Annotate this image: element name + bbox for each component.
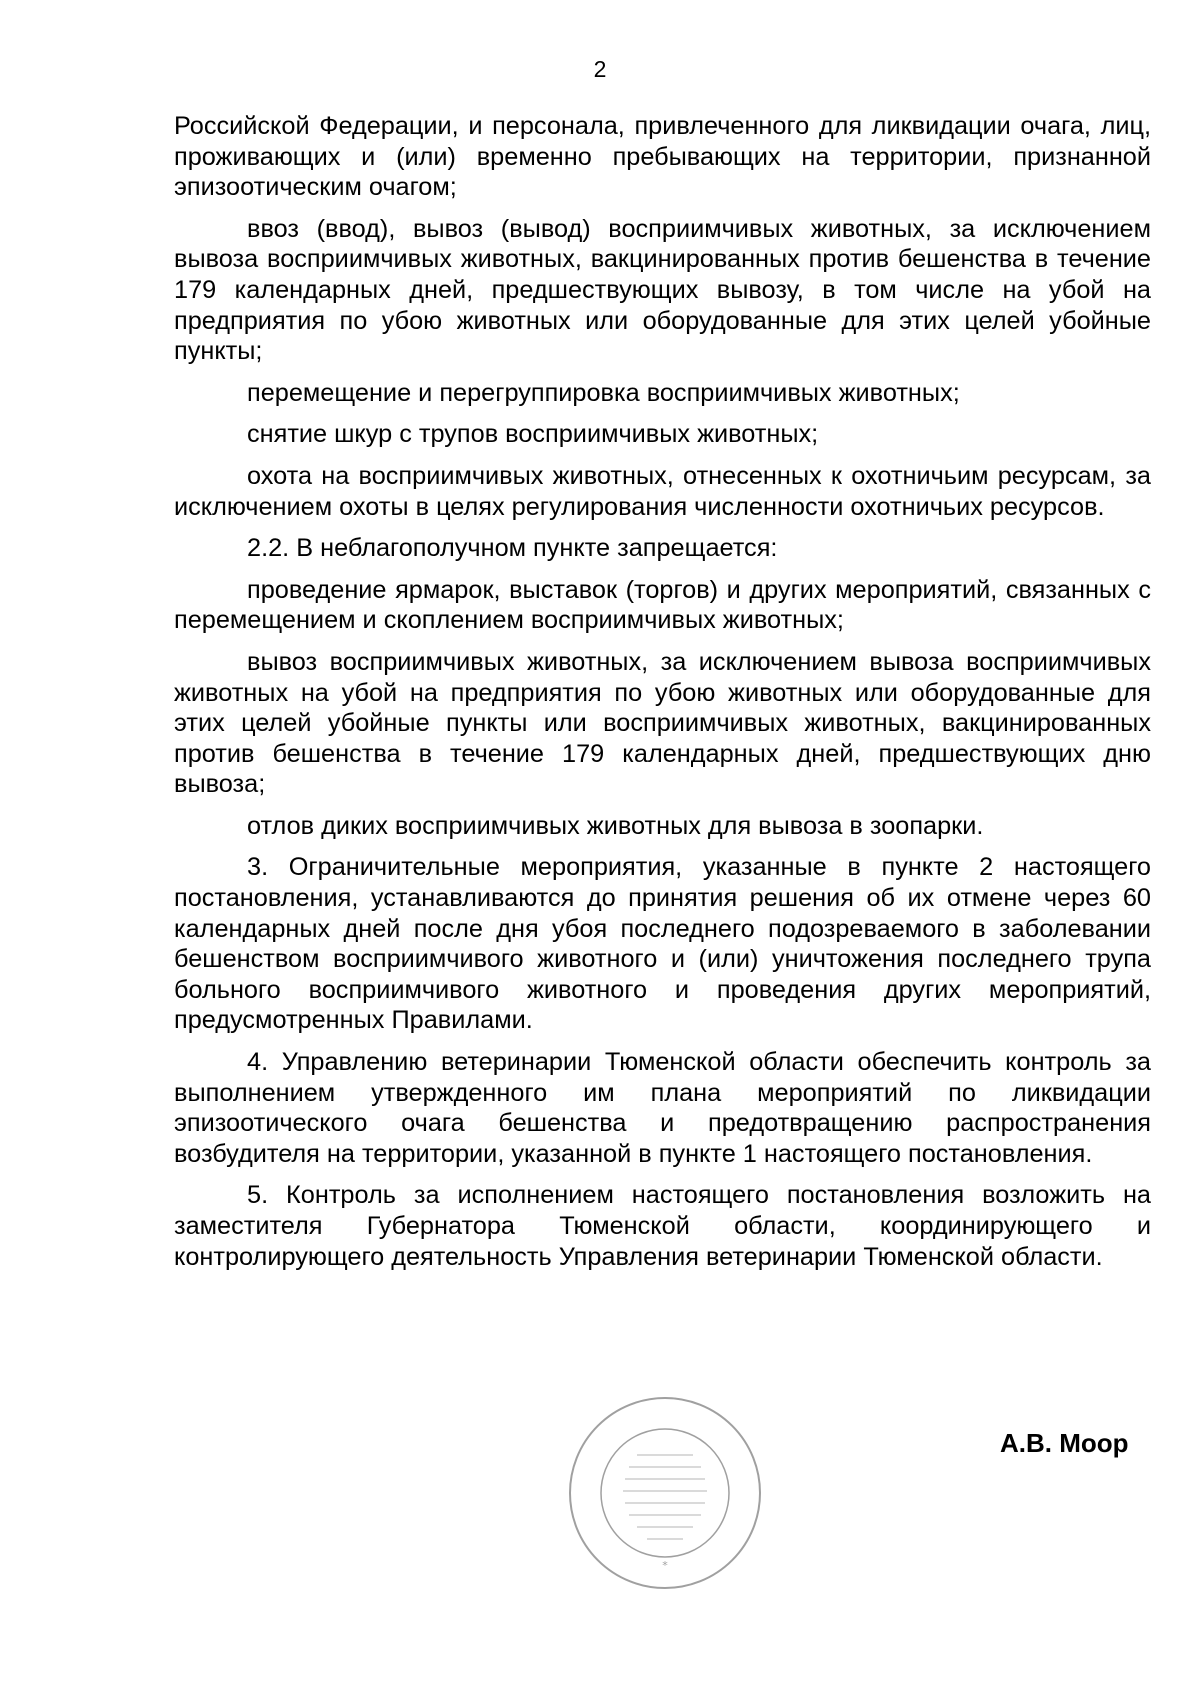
paragraph-6: 2.2. В неблагополучном пункте запрещается: bbox=[247, 534, 778, 563]
official-stamp bbox=[565, 1393, 765, 1593]
paragraph-7: проведение ярмарок, выставок (торгов) и других мероприятий, связанных с перемещением и скоплением восприимчивых животных; bbox=[174, 575, 1151, 635]
paragraph-12: 5. Контроль за исполнением настоящего постановления возложить на заместителя Губернатора Тюменской области, координирующего и контролирующего деятельность Управления ветеринарии Тюменской области. bbox=[174, 1181, 1151, 1271]
stamp-inner-text-lines bbox=[623, 1455, 707, 1539]
paragraph-3: перемещение и перегруппировка восприимчивых животных; bbox=[247, 378, 960, 407]
paragraph-9: отлов диких восприимчивых животных для вывоза в зоопарки. bbox=[247, 811, 984, 840]
paragraph-4: снятие шкур с трупов восприимчивых животных; bbox=[247, 420, 819, 449]
paragraph-11: 4. Управлению ветеринарии Тюменской области обеспечить контроль за выполнением утвержденного им плана мероприятий по ликвидации эпизоотического очага бешенства и предотвращению распространения возбудителя на территории, указанной в пункте 1 настоящего постановления. bbox=[174, 1048, 1151, 1168]
paragraph-8: вывоз восприимчивых животных, за исключением вывоза восприимчивых животных на убой на предприятия по убою животных или оборудованные для этих целей убойные пункты или восприимчивых животных, вакцинированных против бешенства в течение 179 календарных дней, предшествующих дню вывоза; bbox=[174, 647, 1151, 799]
document-body bbox=[174, 111, 1151, 1283]
stamp-inner-ring bbox=[601, 1429, 729, 1557]
stamp-star-icon: * bbox=[662, 1559, 668, 1572]
stamp-graphic bbox=[565, 1393, 765, 1593]
paragraph-1: Российской Федерации, и персонала, привлеченного для ликвидации очага, лиц, проживающих и (или) временно пребывающих на территории, признанной эпизоотическим очагом; bbox=[174, 112, 1151, 202]
paragraph-5: охота на восприимчивых животных, отнесенных к охотничьим ресурсам, за исключением охоты в целях регулирования численности охотничьих ресурсов. bbox=[174, 461, 1151, 521]
page-number: 2 bbox=[593, 56, 607, 82]
paragraph-2: ввоз (ввод), вывоз (вывод) восприимчивых животных, за исключением вывоза восприимчивых животных, вакцинированных против бешенства в течение 179 календарных дней, предшествующих вывозу, в том числе на убой на предприятия по убою животных или оборудованные для этих целей убойные пункты; bbox=[174, 214, 1151, 366]
paragraph-10: 3. Ограничительные мероприятия, указанные в пункте 2 настоящего постановления, устанавливаются до принятия решения об их отмене через 60 календарных дней после дня убоя последнего подозреваемого в заболевании бешенством восприимчивого животного и (или) уничтожения последнего трупа больного восприимчивого животного и проведения других мероприятий, предусмотренных Правилами. bbox=[174, 853, 1151, 1035]
signature-name: А.В. Моор bbox=[1000, 1428, 1129, 1458]
